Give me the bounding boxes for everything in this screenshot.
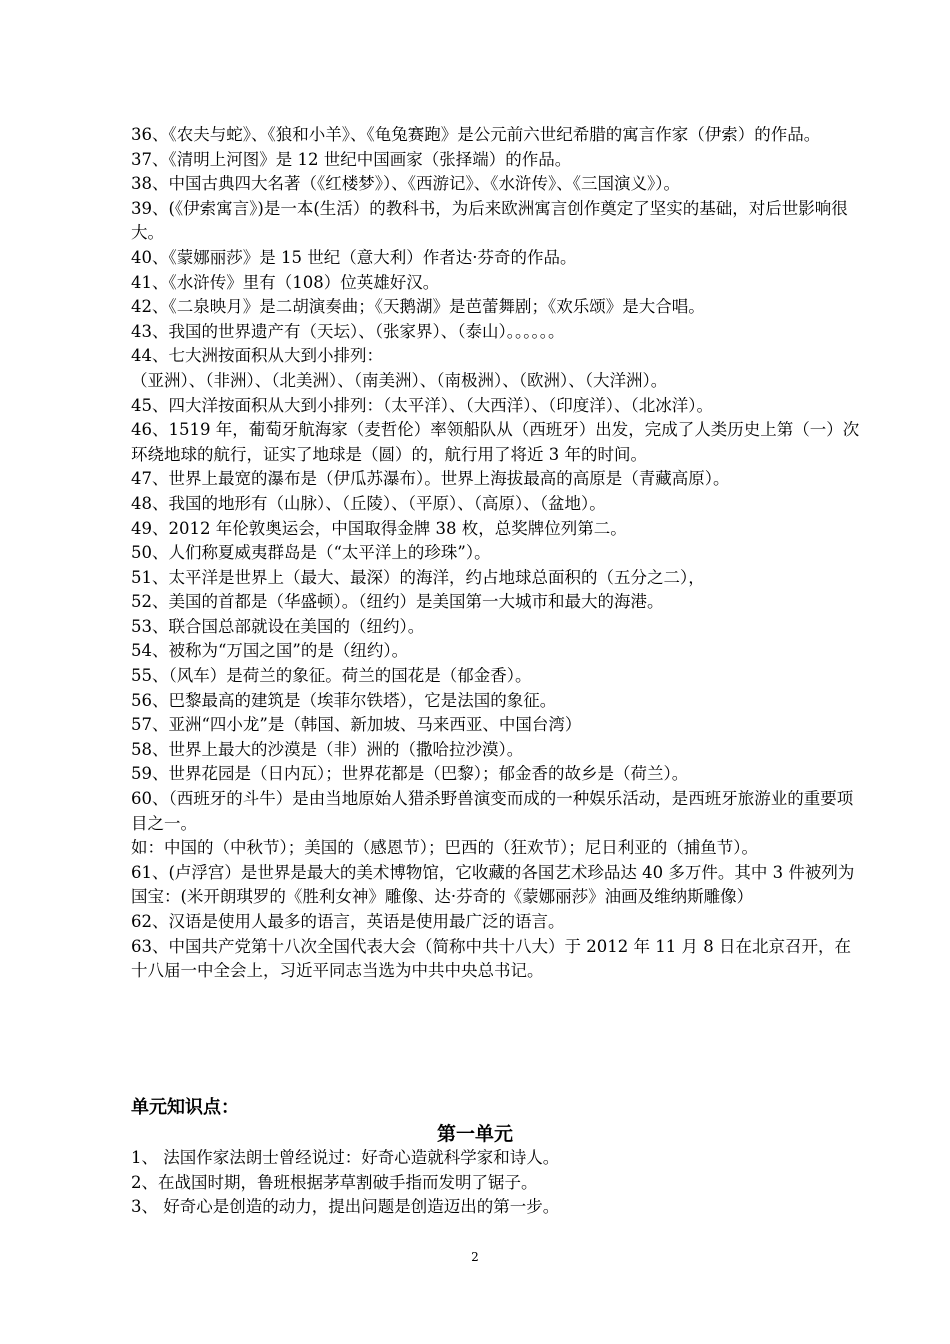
section-title: 单元知识点： bbox=[131, 1097, 239, 1118]
unit-list-item: 1、 法国作家法朗士曾经说过：好奇心造就科学家和诗人。 bbox=[131, 1148, 560, 1167]
list-item: 58、世界上最大的沙漠是（非）洲的（撒哈拉沙漠）。 bbox=[131, 739, 524, 759]
list-item: 63、中国共产党第十八次全国代表大会（简称中共十八大）于 2012 年 11 月 8 日在北京召开，在十八届一中全会上，习近平同志当选为中共中央总书记。 bbox=[131, 936, 851, 981]
page-number: 2 bbox=[471, 1250, 479, 1264]
list-item: 37、《清明上河图》是 12 世纪中国画家（张择端）的作品。 bbox=[131, 149, 572, 169]
list-item: 如：中国的（中秋节）；美国的（感恩节）；巴西的（狂欢节）；尼日利亚的（捕鱼节）。 bbox=[131, 838, 758, 858]
list-item: 52、美国的首都是（华盛顿）。（纽约）是美国第一大城市和最大的海港。 bbox=[131, 592, 664, 612]
unit-list-item: 2、在战国时期，鲁班根据茅草割破手指而发明了锯子。 bbox=[131, 1172, 538, 1192]
list-item: 44、七大洲按面积从大到小排列： bbox=[131, 346, 383, 366]
list-item: 53、联合国总部就设在美国的（纽约）。 bbox=[131, 616, 425, 636]
unit-list bbox=[131, 1146, 866, 1220]
unit-title: 第一单元 bbox=[436, 1123, 513, 1145]
list-item: 51、太平洋是世界上（最大、最深）的海洋，约占地球总面积的（五分之二）， bbox=[131, 567, 705, 587]
list-item: 38、中国古典四大名著（《红楼梦》）、《西游记》、《水浒传》、《三国演义》）。 bbox=[131, 174, 680, 194]
list-item: 49、2012 年伦敦奥运会，中国取得金牌 38 枚，总奖牌位列第二。 bbox=[131, 518, 627, 538]
list-item: 46、1519 年，葡萄牙航海家（麦哲伦）率领船队从（西班牙）出发，完成了人类历史上第（一）次环绕地球的航行，证实了地球是（圆）的，航行用了将近 3 年的时间。 bbox=[131, 420, 860, 464]
list-item: 45、四大洋按面积从大到小排列：（太平洋）、（大西洋）、（印度洋）、（北冰洋）。 bbox=[131, 395, 713, 415]
list-item: 40、《蒙娜丽莎》是 15 世纪（意大利）作者达·芬奇的作品。 bbox=[131, 247, 577, 267]
list-item: 61、(卢浮宫）是世界是最大的美术博物馆，它收藏的各国艺术珍品达 40 多万件。其中 3 件被列为国宝：(米开朗琪罗的《胜利女神》雕像、达·芬奇的《蒙娜丽莎》油画及维纳斯雕像） bbox=[131, 862, 855, 907]
list-item: （亚洲）、（非洲）、（北美洲）、（南美洲）、（南极洲）、（欧洲）、（大洋洲）。 bbox=[131, 370, 668, 390]
list-item: 47、世界上最宽的瀑布是（伊瓜苏瀑布）。世界上海拔最高的高原是（青藏高原）。 bbox=[131, 469, 730, 489]
list-item: 42、《二泉映月》是二胡演奏曲；《天鹅湖》是芭蕾舞剧；《欢乐颂》是大合唱。 bbox=[131, 297, 705, 317]
list-item: 59、世界花园是（日内瓦）；世界花都是（巴黎）；郁金香的故乡是（荷兰）。 bbox=[131, 764, 689, 784]
list-item: 39、(《伊索寓言》)是一本(生活）的教科书，为后来欧洲寓言创作奠定了坚实的基础，对后世影响很大。 bbox=[131, 198, 848, 243]
list-item: 56、巴黎最高的建筑是（埃菲尔铁塔），它是法国的象征。 bbox=[131, 690, 557, 710]
list-item: 36、《农夫与蛇》、《狼和小羊》、《龟兔赛跑》是公元前六世纪希腊的寓言作家（伊索）的作品。 bbox=[131, 125, 821, 144]
list-item: 41、《水浒传》里有（108）位英雄好汉。 bbox=[131, 272, 440, 292]
knowledge-list bbox=[131, 123, 866, 984]
list-item: 55、（风车）是荷兰的象征。荷兰的国花是（郁金香）。 bbox=[131, 666, 532, 686]
list-item: 43、我国的世界遗产有（天坛）、（张家界）、（泰山）。。。。。。 bbox=[131, 321, 565, 341]
list-item: 60、（西班牙的斗牛）是由当地原始人猎杀野兽演变而成的一种娱乐活动，是西班牙旅游业的重要项目之一。 bbox=[131, 789, 854, 833]
unit-list-item: 3、 好奇心是创造的动力，提出问题是创造迈出的第一步。 bbox=[131, 1197, 560, 1217]
list-item: 54、被称为“万国之国”的是（纽约）。 bbox=[131, 641, 409, 661]
list-item: 50、人们称夏威夷群岛是（“太平洋上的珍珠”）。 bbox=[131, 543, 491, 563]
list-item: 62、汉语是使用人最多的语言，英语是使用最广泛的语言。 bbox=[131, 912, 565, 931]
list-item: 57、亚洲“四小龙”是（韩国、新加坡、马来西亚、中国台湾） bbox=[131, 715, 582, 735]
list-item: 48、我国的地形有（山脉）、（丘陵）、（平原）、（高原）、（盆地）。 bbox=[131, 493, 606, 513]
